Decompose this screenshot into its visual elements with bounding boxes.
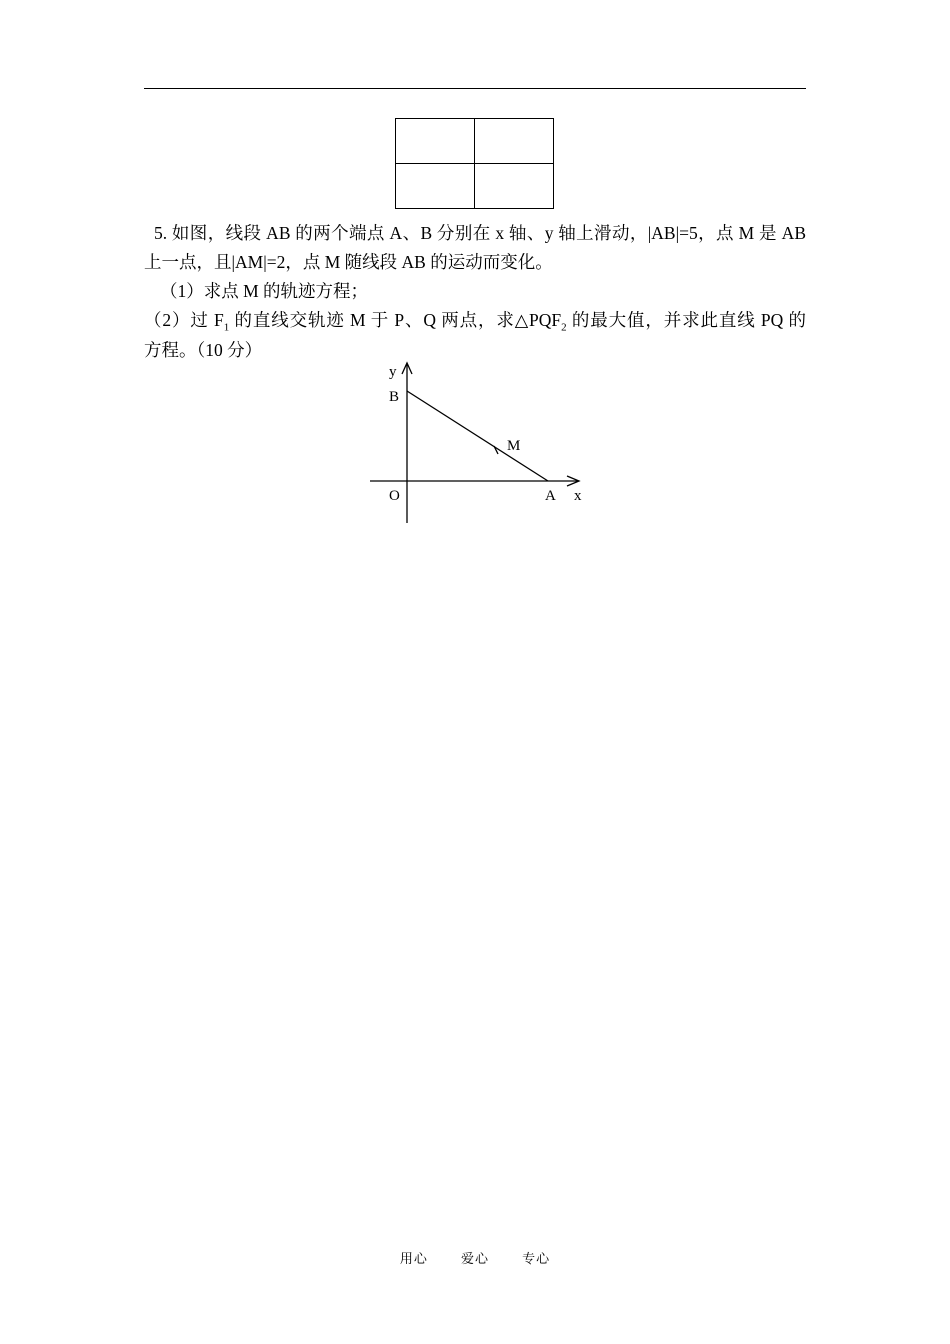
label-a: A	[545, 488, 556, 504]
problem-part-1: （1）求点 M 的轨迹方程；	[160, 281, 369, 301]
label-o: O	[389, 488, 400, 504]
problem-line-1: 5. 如图，线段 AB 的两个端点 A、B 分别在 x 轴、y 轴上滑动，|AB|=5，点 M 是 AB	[154, 223, 806, 243]
problem-part-2-line-1	[144, 308, 806, 340]
problem-line-2: 上一点，且|AM|=2，点 M 随线段 AB 的运动而变化。	[144, 252, 553, 272]
label-b: B	[389, 389, 400, 405]
subscript-2: 2	[561, 321, 567, 334]
part-2-text-a: （2）过 F	[144, 310, 224, 330]
table-cell	[475, 164, 554, 209]
table-cell	[475, 119, 554, 164]
subscript-1: 1	[223, 321, 230, 334]
label-m: M	[507, 438, 521, 454]
segment-ab	[407, 391, 548, 481]
footer	[0, 1248, 950, 1267]
coordinate-figure	[360, 358, 600, 528]
label-y: y	[389, 364, 397, 380]
footer-item-1: 用心	[399, 1252, 428, 1267]
problem-part-2-line-2: 方程。（10 分）	[144, 340, 263, 360]
header-rule	[144, 88, 806, 89]
label-x: x	[574, 488, 582, 504]
empty-grid-table	[395, 118, 554, 209]
footer-item-2: 爱心	[460, 1252, 489, 1267]
table-cell	[396, 164, 475, 209]
table-row	[396, 164, 554, 209]
footer-item-3: 专心	[522, 1252, 551, 1267]
part-2-text-b: 的直线交轨迹 M 于 P、Q 两点，求△PQF	[229, 310, 562, 330]
table-row	[396, 119, 554, 164]
part-2-text-c: 的最大值，并求此直线 PQ 的	[566, 310, 806, 330]
table-cell	[396, 119, 475, 164]
